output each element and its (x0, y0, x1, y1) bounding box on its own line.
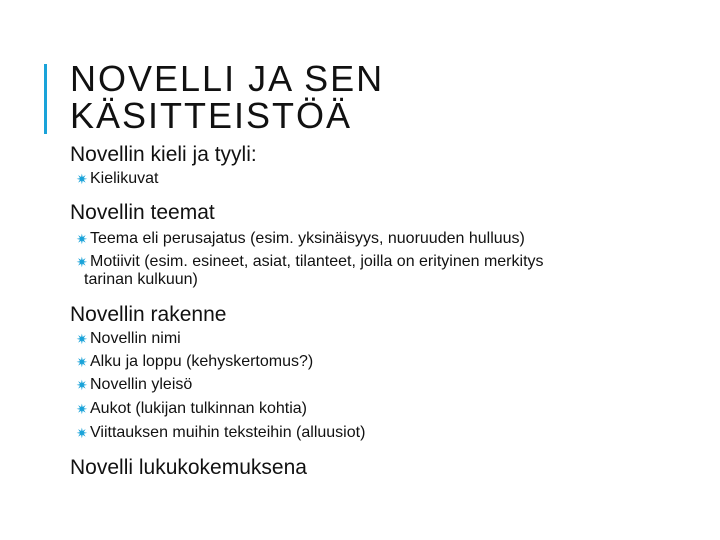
asterisk-icon: ✷ (76, 331, 88, 347)
list-item (76, 170, 158, 188)
list-item (76, 400, 307, 418)
list-item (76, 330, 181, 348)
section-heading-kieli: Novellin kieli ja tyyli: (70, 143, 257, 166)
asterisk-icon: ✷ (76, 425, 88, 441)
list-item (76, 424, 365, 442)
title-line-2: KÄSITTEISTÖÄ (70, 95, 353, 136)
asterisk-icon: ✷ (76, 171, 88, 187)
asterisk-icon: ✷ (76, 254, 88, 270)
list-item-text: Alku ja loppu (kehyskertomus?) (90, 353, 314, 370)
asterisk-icon: ✷ (76, 354, 88, 370)
asterisk-icon: ✷ (76, 401, 88, 417)
list-item (76, 353, 313, 371)
asterisk-icon: ✷ (76, 231, 88, 247)
list-item-text: Kielikuvat (90, 170, 159, 187)
list-item-text: Motiivit (esim. esineet, asiat, tilanteet, joilla on erityinen merkitys (90, 253, 544, 270)
list-item-text-continued: tarinan kulkuun) (84, 271, 198, 288)
list-item (76, 376, 192, 394)
section-heading-rakenne: Novellin rakenne (70, 303, 227, 326)
title-line-1: NOVELLI JA SEN (70, 58, 385, 99)
list-item-text: Aukot (lukijan tulkinnan kohtia) (90, 400, 308, 417)
section-heading-lukukokemus: Novelli lukukokemuksena (70, 456, 307, 479)
list-item-text: Novellin nimi (90, 330, 181, 347)
list-item-text: Viittauksen muihin teksteihin (alluusiot) (90, 424, 366, 441)
section-heading-teemat: Novellin teemat (70, 201, 215, 224)
list-item-text: Teema eli perusajatus (esim. yksinäisyys, nuoruuden hulluus) (90, 230, 525, 247)
list-item-text: Novellin yleisö (90, 376, 193, 393)
asterisk-icon: ✷ (76, 377, 88, 393)
list-item (76, 253, 544, 289)
list-item (76, 230, 525, 248)
